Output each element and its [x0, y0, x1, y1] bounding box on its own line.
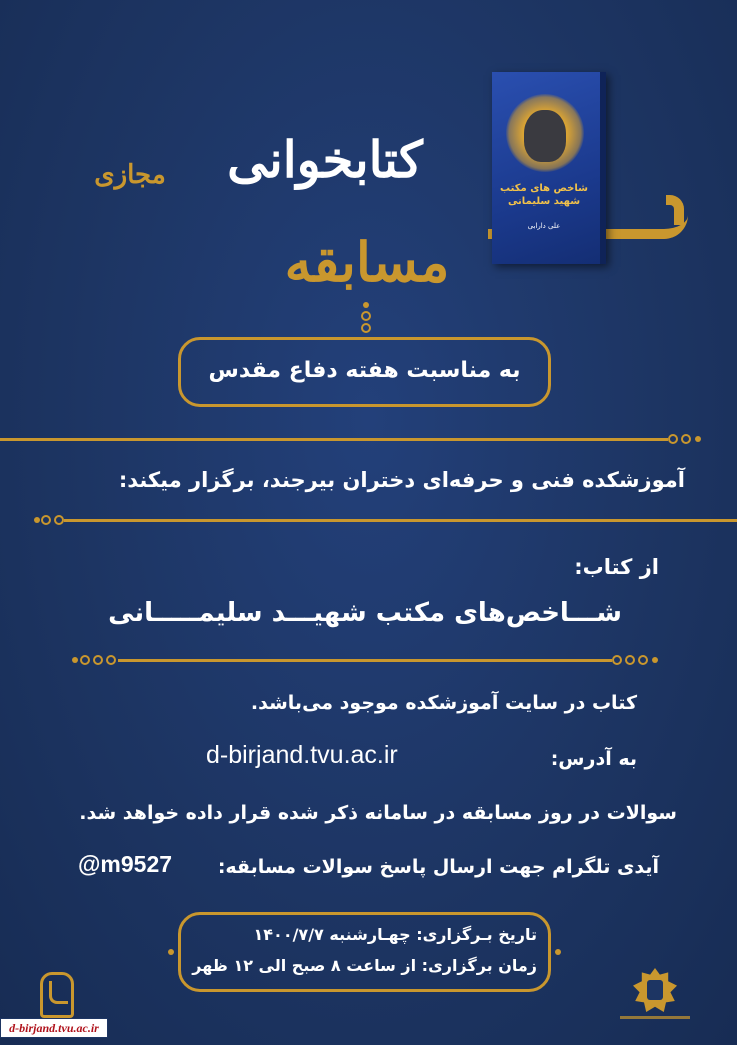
right-emblem-icon [633, 968, 677, 1012]
questions-note: سوالات در روز مسابقه در سامانه ذکر شده قرار داده خواهد شد. [79, 802, 677, 824]
book-author: علی دارابی [527, 222, 561, 230]
from-book-label: از کتاب: [574, 555, 659, 579]
watermark-text: d-birjand.tvu.ac.ir [9, 1021, 99, 1035]
ornament-dot [363, 302, 369, 308]
book-title: شاخص های مکتب شهید سلیمانی [500, 183, 588, 207]
divider-3 [118, 659, 612, 662]
ornament-ring-top [361, 311, 371, 321]
divider-2 [64, 519, 737, 522]
left-logo-icon [40, 972, 74, 1018]
divider-3-ring-right-c [638, 655, 648, 665]
title-competition: مسابقه [284, 230, 450, 294]
divider-3-ring-right-a [612, 655, 622, 665]
title-book-reading: کتابخوانی [227, 130, 423, 189]
book-cover [492, 72, 606, 264]
telegram-text: آیدی تلگرام جهت ارسال پاسخ سوالات مسابقه: [217, 856, 659, 878]
divider-3-ring-left-a [80, 655, 90, 665]
date-line: تاریخ بـرگزاری: چهـارشنبه ۱۴۰۰/۷/۷ [253, 925, 537, 944]
title-virtual: مجازی [94, 160, 166, 190]
divider-2-ring-a [41, 515, 51, 525]
occasion-text: به مناسبت هفته دفاع مقدس [208, 358, 521, 383]
divider-1-dot [695, 436, 701, 442]
address-link[interactable]: d-birjand.tvu.ac.ir [206, 741, 398, 769]
book-name: شـــاخص‌های مکتب شهیـــد سلیمـــــانی [108, 598, 622, 628]
time-line: زمان برگزاری: از ساعت ۸ صبح الی ۱۲ ظهر [192, 956, 537, 975]
title-swash-hook [666, 195, 684, 225]
divider-3-ring-left-c [106, 655, 116, 665]
ornament-ring-bottom [361, 323, 371, 333]
schedule-frame [178, 912, 551, 992]
divider-1-ring-b [681, 434, 691, 444]
organizer-text: آموزشکده فنی و حرفه‌ای دختران بیرجند، برگزار میکند: [118, 468, 685, 492]
address-label: به آدرس: [550, 748, 637, 770]
watermark-badge [0, 1018, 108, 1038]
divider-3-dot-left [72, 657, 78, 663]
divider-1-ring-a [668, 434, 678, 444]
divider-2-dot [34, 517, 40, 523]
divider-2-ring-b [54, 515, 64, 525]
telegram-id[interactable]: @m9527 [78, 851, 173, 877]
divider-1 [0, 438, 668, 441]
availability-text: کتاب در سایت آموزشکده موجود می‌باشد. [250, 692, 637, 714]
divider-3-ring-right-b [625, 655, 635, 665]
schedule-ornament-left [168, 949, 174, 955]
book-portrait [524, 110, 566, 162]
divider-3-dot-right [652, 657, 658, 663]
divider-3-ring-left-b [93, 655, 103, 665]
right-emblem-caption [620, 1016, 690, 1019]
schedule-ornament-right [555, 949, 561, 955]
